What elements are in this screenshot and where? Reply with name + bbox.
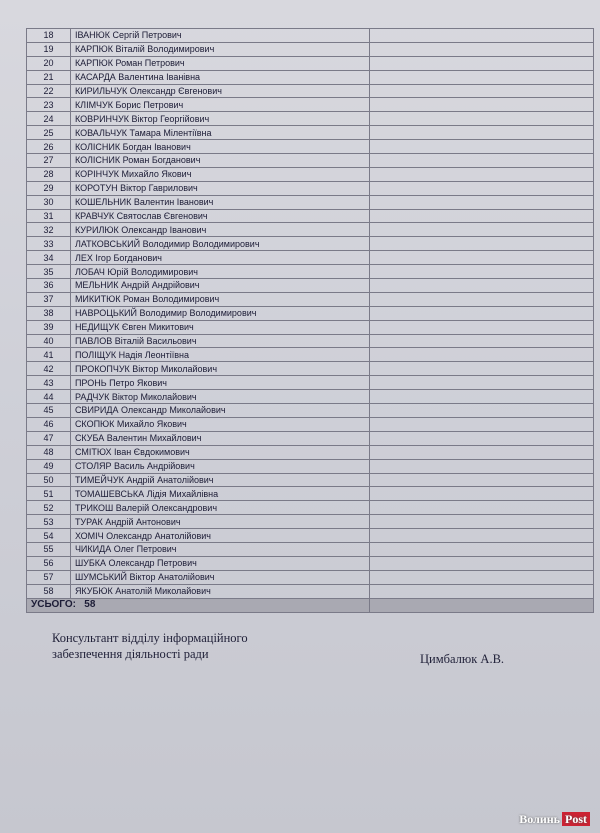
total-row xyxy=(27,598,594,612)
table-row xyxy=(27,209,594,223)
table-row xyxy=(27,334,594,348)
row-number: 32 xyxy=(27,223,71,237)
row-name: МИКИТЮК Роман Володимирович xyxy=(70,292,369,306)
row-name: КАРПЮК Віталій Володимирович xyxy=(70,42,369,56)
table-row xyxy=(27,542,594,556)
row-name: КИРИЛЬЧУК Олександр Євгенович xyxy=(70,84,369,98)
row-blank-cell xyxy=(369,126,593,140)
row-name: РАДЧУК Віктор Миколайович xyxy=(70,390,369,404)
row-name: ШУБКА Олександр Петрович xyxy=(70,556,369,570)
row-name: КОВАЛЬЧУК Тамара Мілентіївна xyxy=(70,126,369,140)
watermark-post: Post xyxy=(562,812,590,826)
row-number: 27 xyxy=(27,154,71,168)
row-number: 51 xyxy=(27,487,71,501)
row-blank-cell xyxy=(369,181,593,195)
table-row xyxy=(27,237,594,251)
table-row xyxy=(27,570,594,584)
row-blank-cell xyxy=(369,167,593,181)
row-number: 40 xyxy=(27,334,71,348)
row-name: КАРПЮК Роман Петрович xyxy=(70,56,369,70)
row-name: КЛІМЧУК Борис Петрович xyxy=(70,98,369,112)
row-name: КОЛІСНИК Роман Богданович xyxy=(70,154,369,168)
row-name: ТУРАК Андрій Антонович xyxy=(70,515,369,529)
table-row xyxy=(27,42,594,56)
table-body xyxy=(27,29,594,599)
row-name: НАВРОЦЬКИЙ Володимир Володимирович xyxy=(70,306,369,320)
row-blank-cell xyxy=(369,251,593,265)
row-name: КОРІНЧУК Михайло Якович xyxy=(70,167,369,181)
row-blank-cell xyxy=(369,195,593,209)
row-number: 46 xyxy=(27,417,71,431)
table-row xyxy=(27,181,594,195)
row-blank-cell xyxy=(369,501,593,515)
row-name: ЯКУБЮК Анатолій Миколайович xyxy=(70,584,369,598)
document-sheet xyxy=(22,0,582,833)
watermark-logo xyxy=(519,812,590,827)
row-number: 38 xyxy=(27,306,71,320)
row-number: 47 xyxy=(27,431,71,445)
row-number: 57 xyxy=(27,570,71,584)
row-name: ЧИКИДА Олег Петрович xyxy=(70,542,369,556)
row-number: 20 xyxy=(27,56,71,70)
row-number: 21 xyxy=(27,70,71,84)
row-number: 58 xyxy=(27,584,71,598)
row-number: 36 xyxy=(27,279,71,293)
row-blank-cell xyxy=(369,515,593,529)
table-row xyxy=(27,362,594,376)
table-row xyxy=(27,306,594,320)
table-row xyxy=(27,390,594,404)
table-row xyxy=(27,501,594,515)
table-row xyxy=(27,404,594,418)
table-row xyxy=(27,487,594,501)
row-number: 18 xyxy=(27,29,71,43)
row-blank-cell xyxy=(369,56,593,70)
table-row xyxy=(27,376,594,390)
row-blank-cell xyxy=(369,445,593,459)
row-name: ПОЛІЩУК Надія Леонтіївна xyxy=(70,348,369,362)
row-name: ЛАТКОВСЬКИЙ Володимир Володимирович xyxy=(70,237,369,251)
row-blank-cell xyxy=(369,542,593,556)
row-blank-cell xyxy=(369,556,593,570)
table-row xyxy=(27,223,594,237)
row-name: ПРОНЬ Петро Якович xyxy=(70,376,369,390)
row-name: СМІТЮХ Іван Євдокимович xyxy=(70,445,369,459)
row-blank-cell xyxy=(369,390,593,404)
row-name: ЛЕХ Ігор Богданович xyxy=(70,251,369,265)
row-name: НЕДИЩУК Євген Микитович xyxy=(70,320,369,334)
table-row xyxy=(27,154,594,168)
total-label: УСЬОГО: xyxy=(31,599,76,611)
row-blank-cell xyxy=(369,98,593,112)
signature-position xyxy=(52,630,312,662)
table-row xyxy=(27,459,594,473)
row-number: 54 xyxy=(27,529,71,543)
row-number: 37 xyxy=(27,292,71,306)
table-row xyxy=(27,473,594,487)
row-name: КАСАРДА Валентина Іванівна xyxy=(70,70,369,84)
table-row xyxy=(27,529,594,543)
row-name: ІВАНЮК Сергій Петрович xyxy=(70,29,369,43)
row-name: ПАВЛОВ Віталій Васильович xyxy=(70,334,369,348)
row-blank-cell xyxy=(369,42,593,56)
row-name: КОРОТУН Віктор Гаврилович xyxy=(70,181,369,195)
row-number: 52 xyxy=(27,501,71,515)
row-name: КОЛІСНИК Богдан Іванович xyxy=(70,140,369,154)
row-number: 33 xyxy=(27,237,71,251)
table-row xyxy=(27,431,594,445)
table-row xyxy=(27,140,594,154)
row-number: 28 xyxy=(27,167,71,181)
row-blank-cell xyxy=(369,154,593,168)
row-blank-cell xyxy=(369,237,593,251)
row-number: 44 xyxy=(27,390,71,404)
row-blank-cell xyxy=(369,362,593,376)
row-number: 45 xyxy=(27,404,71,418)
row-number: 35 xyxy=(27,265,71,279)
row-name: СТОЛЯР Василь Андрійович xyxy=(70,459,369,473)
row-number: 25 xyxy=(27,126,71,140)
row-number: 24 xyxy=(27,112,71,126)
deputies-table xyxy=(26,28,594,613)
table-row xyxy=(27,29,594,43)
row-name: СКУБА Валентин Михайлович xyxy=(70,431,369,445)
row-blank-cell xyxy=(369,320,593,334)
row-name: КОШЕЛЬНИК Валентин Іванович xyxy=(70,195,369,209)
table-row xyxy=(27,515,594,529)
row-number: 42 xyxy=(27,362,71,376)
row-blank-cell xyxy=(369,209,593,223)
position-line-1: Консультант відділу інформаційного xyxy=(52,631,248,645)
row-blank-cell xyxy=(369,459,593,473)
row-blank-cell xyxy=(369,584,593,598)
row-number: 41 xyxy=(27,348,71,362)
row-number: 34 xyxy=(27,251,71,265)
row-blank-cell xyxy=(369,570,593,584)
row-blank-cell xyxy=(369,487,593,501)
row-blank-cell xyxy=(369,84,593,98)
row-name: КОВРИНЧУК Віктор Георгійович xyxy=(70,112,369,126)
row-number: 22 xyxy=(27,84,71,98)
table-row xyxy=(27,320,594,334)
row-name: ПРОКОПЧУК Віктор Миколайович xyxy=(70,362,369,376)
row-number: 55 xyxy=(27,542,71,556)
row-number: 30 xyxy=(27,195,71,209)
row-number: 49 xyxy=(27,459,71,473)
table-row xyxy=(27,126,594,140)
row-blank-cell xyxy=(369,279,593,293)
row-number: 19 xyxy=(27,42,71,56)
row-blank-cell xyxy=(369,376,593,390)
total-value: 58 xyxy=(84,599,96,611)
table-row xyxy=(27,417,594,431)
table-row xyxy=(27,445,594,459)
row-number: 50 xyxy=(27,473,71,487)
table-row xyxy=(27,265,594,279)
row-blank-cell xyxy=(369,348,593,362)
table-row xyxy=(27,70,594,84)
table-row xyxy=(27,84,594,98)
row-name: ТОМАШЕВСЬКА Лідія Михайлівна xyxy=(70,487,369,501)
row-blank-cell xyxy=(369,29,593,43)
table-row xyxy=(27,98,594,112)
row-blank-cell xyxy=(369,334,593,348)
row-name: СВИРИДА Олександр Миколайович xyxy=(70,404,369,418)
row-number: 29 xyxy=(27,181,71,195)
row-blank-cell xyxy=(369,417,593,431)
row-blank-cell xyxy=(369,140,593,154)
row-blank-cell xyxy=(369,431,593,445)
watermark-brand: Волинь xyxy=(519,812,560,826)
table-row xyxy=(27,292,594,306)
position-line-2: забезпечення діяльності ради xyxy=(52,647,209,661)
table-row xyxy=(27,279,594,293)
row-blank-cell xyxy=(369,223,593,237)
table-row xyxy=(27,56,594,70)
row-name: МЕЛЬНИК Андрій Андрійович xyxy=(70,279,369,293)
row-number: 48 xyxy=(27,445,71,459)
row-name: ШУМСЬКИЙ Віктор Анатолійович xyxy=(70,570,369,584)
row-name: ЛОБАЧ Юрій Володимирович xyxy=(70,265,369,279)
table-row xyxy=(27,251,594,265)
row-name: ТРИКОШ Валерій Олександрович xyxy=(70,501,369,515)
table-row xyxy=(27,112,594,126)
row-number: 23 xyxy=(27,98,71,112)
row-blank-cell xyxy=(369,529,593,543)
row-number: 31 xyxy=(27,209,71,223)
table-row xyxy=(27,584,594,598)
row-number: 26 xyxy=(27,140,71,154)
row-name: ХОМІЧ Олександр Анатолійович xyxy=(70,529,369,543)
row-number: 53 xyxy=(27,515,71,529)
row-blank-cell xyxy=(369,292,593,306)
row-blank-cell xyxy=(369,112,593,126)
total-empty-cell xyxy=(369,598,593,612)
row-number: 43 xyxy=(27,376,71,390)
table-row xyxy=(27,348,594,362)
row-name: СКОПЮК Михайло Якович xyxy=(70,417,369,431)
row-blank-cell xyxy=(369,306,593,320)
row-name: КУРИЛЮК Олександр Іванович xyxy=(70,223,369,237)
row-blank-cell xyxy=(369,70,593,84)
row-name: ТИМЕЙЧУК Андрій Анатолійович xyxy=(70,473,369,487)
row-blank-cell xyxy=(369,265,593,279)
total-cell xyxy=(27,598,370,612)
table-row xyxy=(27,195,594,209)
row-name: КРАВЧУК Святослав Євгенович xyxy=(70,209,369,223)
row-number: 56 xyxy=(27,556,71,570)
row-blank-cell xyxy=(369,404,593,418)
table-row xyxy=(27,556,594,570)
table-row xyxy=(27,167,594,181)
row-blank-cell xyxy=(369,473,593,487)
signer-name: Цимбалюк А.В. xyxy=(420,652,505,666)
row-number: 39 xyxy=(27,320,71,334)
